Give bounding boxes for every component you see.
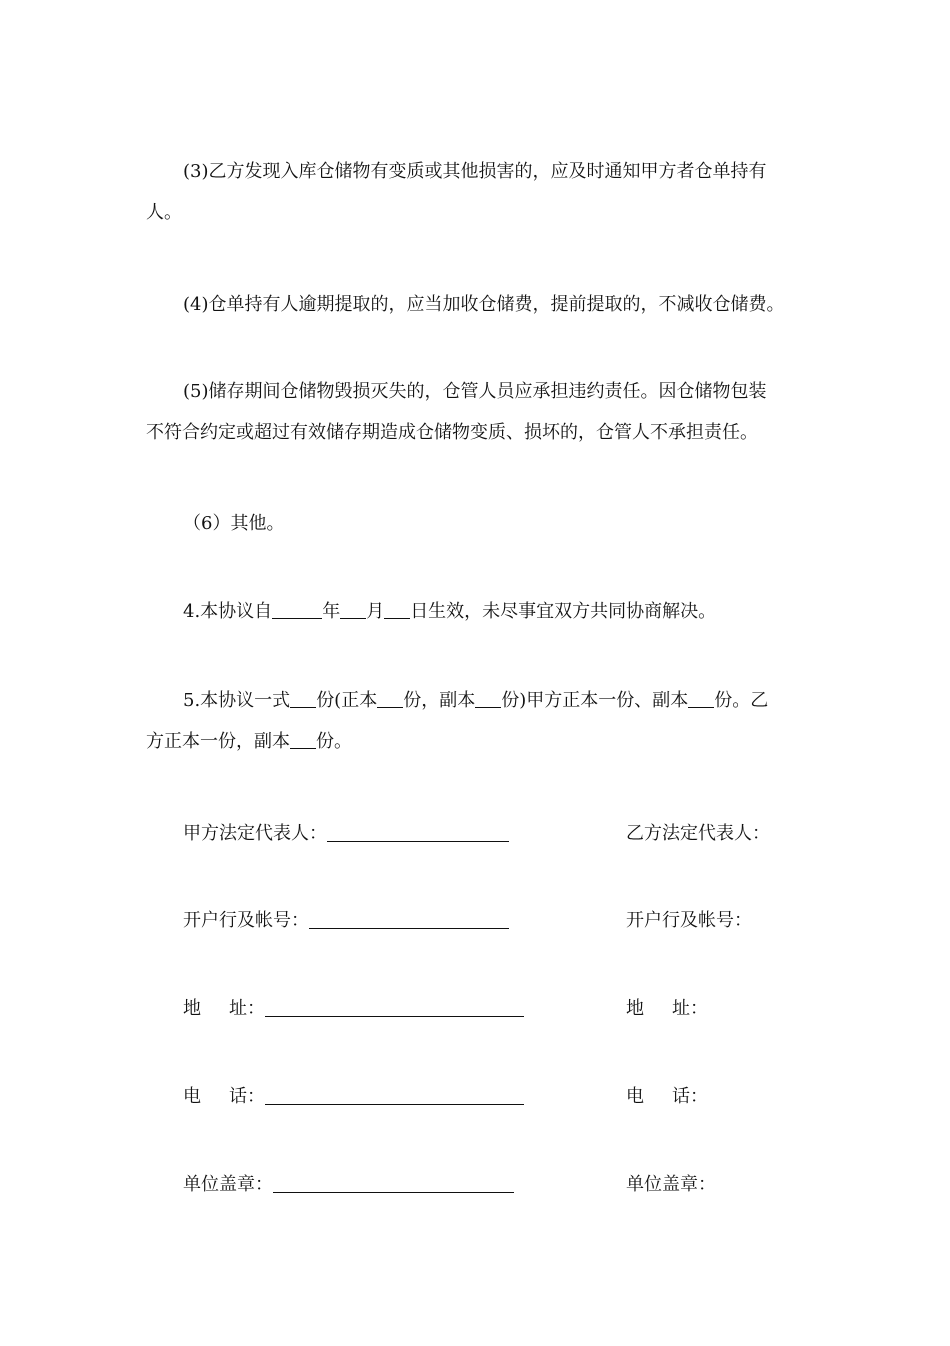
party-b-phone-label-2: 话：: [672, 1086, 708, 1107]
party-b-rep-label: 乙方法定代表人：: [626, 823, 770, 844]
article-5-text-1: 5.本协议一式: [183, 690, 291, 711]
article-5-text-4: 份)甲方正本一份、副本: [501, 690, 689, 711]
party-a-seal-label: 单位盖章：: [183, 1174, 273, 1195]
clause-3: [146, 151, 810, 233]
article-5-text-7: 份。: [316, 731, 352, 752]
clause-5: [146, 371, 810, 453]
clause-5-line-2: 不符合约定或超过有效储存期造成仓储物变质、损坏的，仓管人不承担责任。: [146, 422, 758, 443]
article-5-line-2: [146, 721, 810, 762]
article-4-line: [146, 591, 810, 632]
article-5-text-2: 份(正本: [316, 690, 378, 711]
clause-5-line-1: (5)储存期间仓储物毁损灭失的，仓管人员应承担违约责任。因仓储物包装: [183, 381, 767, 402]
clause-6: [146, 503, 810, 544]
party-a-bank-line: [309, 910, 509, 929]
party-a-rep-label: 甲方法定代表人：: [183, 823, 327, 844]
article-4-year: 年: [322, 601, 341, 622]
party-a-address-row: [183, 997, 524, 1021]
party-a-seal-row: [183, 1173, 514, 1197]
party-a-address-label-1: 地: [183, 998, 201, 1019]
party-b-duplicates-blank: [290, 730, 316, 749]
originals-blank: [377, 689, 403, 708]
party-a-phone-line: [265, 1086, 524, 1105]
month-blank: [340, 600, 366, 619]
party-b-bank-row: [626, 909, 752, 933]
article-4-month: 月: [366, 601, 385, 622]
year-blank: [272, 600, 322, 619]
article-4-prefix: 4.本协议自: [183, 601, 273, 622]
clause-3-line-2: 人。: [146, 202, 182, 223]
party-b-bank-label: 开户行及帐号：: [626, 910, 752, 931]
article-5: [146, 680, 810, 762]
party-a-duplicates-blank: [688, 689, 714, 708]
article-4: [146, 591, 810, 632]
copies-blank: [290, 689, 316, 708]
party-b-seal-label: 单位盖章：: [626, 1174, 716, 1195]
party-b-address-label-1: 地: [626, 998, 644, 1019]
party-b-address-label-2: 址：: [672, 998, 708, 1019]
clause-4-line-1: (4)仓单持有人逾期提取的，应当加收仓储费，提前提取的，不减收仓储费。: [183, 294, 785, 315]
article-4-suffix: 日生效，未尽事宜双方共同协商解决。: [410, 601, 717, 622]
party-b-address-row: [626, 997, 708, 1021]
party-b-phone-row: [626, 1085, 708, 1109]
party-b-phone-label-1: 电: [626, 1086, 644, 1107]
party-a-bank-label: 开户行及帐号：: [183, 910, 309, 931]
article-5-line-1: [146, 680, 810, 721]
party-a-phone-label-2: 话：: [229, 1086, 265, 1107]
clause-3-line-1: (3)乙方发现入库仓储物有变质或其他损害的，应及时通知甲方者仓单持有: [183, 161, 767, 182]
article-5-text-6: 方正本一份，副本: [146, 731, 290, 752]
party-a-rep-row: [183, 822, 509, 846]
party-b-seal-row: [626, 1173, 716, 1197]
article-5-text-3: 份，副本: [403, 690, 476, 711]
clause-4: [146, 284, 810, 325]
party-a-address-line: [265, 998, 524, 1017]
party-a-phone-row: [183, 1085, 524, 1109]
clause-6-line-1: （6）其他。: [183, 513, 285, 534]
party-b-rep-row: [626, 822, 770, 846]
day-blank: [384, 600, 410, 619]
party-a-bank-row: [183, 909, 509, 933]
party-a-phone-label-1: 电: [183, 1086, 201, 1107]
party-a-rep-line: [327, 823, 509, 842]
article-5-text-5: 份。乙: [714, 690, 769, 711]
duplicates-blank: [475, 689, 501, 708]
party-a-seal-line: [273, 1174, 514, 1193]
party-a-address-label-2: 址：: [229, 998, 265, 1019]
